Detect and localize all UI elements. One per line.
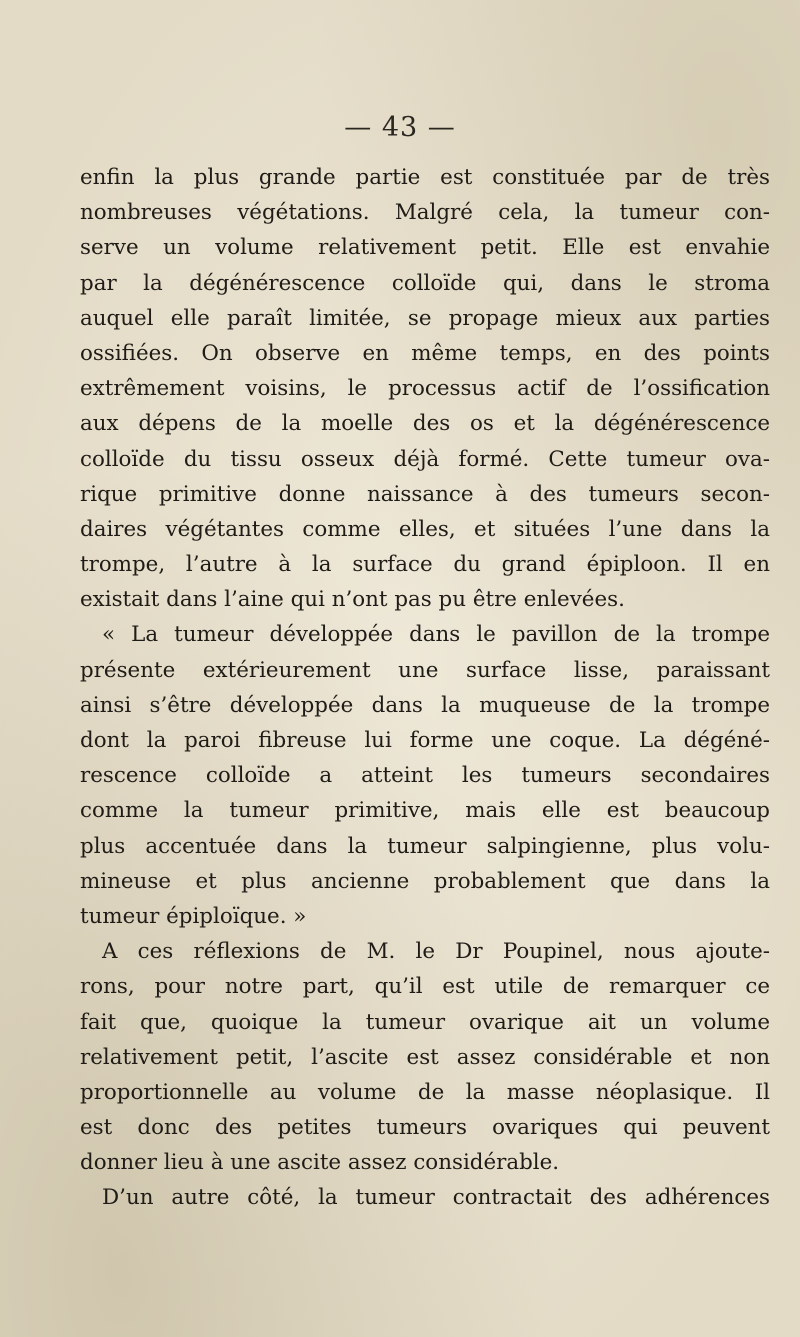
- page-number: — 43 —: [344, 112, 456, 143]
- text-line: extrêmement voisins, le processus actif de l’ossification: [80, 376, 770, 402]
- text-line: rique primitive donne naissance à des tumeurs secon-: [80, 481, 770, 507]
- text-line: fait que, quoique la tumeur ovarique ait un volume: [80, 1009, 770, 1035]
- text-line: est donc des petites tumeurs ovariques qui peuvent: [80, 1115, 770, 1141]
- text-line: D’un autre côté, la tumeur contractait des adhérences: [102, 1185, 770, 1211]
- text-line: mineuse et plus ancienne probablement que dans la: [80, 868, 770, 894]
- text-line: ossifiées. On observe en même temps, en des points: [80, 340, 770, 366]
- text-line: A ces réflexions de M. le Dr Poupinel, nous ajoute-: [102, 939, 770, 965]
- text-line: comme la tumeur primitive, mais elle est beaucoup: [80, 798, 770, 824]
- text-line: « La tumeur développée dans le pavillon de la trompe: [102, 622, 770, 648]
- text-line: existait dans l’aine qui n’ont pas pu être enlevées.: [80, 587, 625, 613]
- text-line: enfin la plus grande partie est constituée par de très: [80, 165, 770, 190]
- text-line: dont la paroi fibreuse lui forme une coque. La dégéné-: [80, 728, 770, 753]
- text-line: colloïde du tissu osseux déjà formé. Cette tumeur ova-: [80, 446, 770, 472]
- text-line: par la dégénérescence colloïde qui, dans le stroma: [80, 270, 770, 296]
- text-line: auquel elle paraît limitée, se propage mieux aux parties: [80, 305, 770, 331]
- body-text: [80, 160, 770, 1216]
- text-line: présente extérieurement une surface lisse, paraissant: [80, 657, 770, 683]
- text-line: relativement petit, l’ascite est assez considérable et non: [80, 1044, 770, 1070]
- text-line: rons, pour notre part, qu’il est utile de remarquer ce: [80, 974, 770, 1000]
- text-line: ainsi s’être développée dans la muqueuse de la trompe: [80, 692, 770, 718]
- text-line: plus accentuée dans la tumeur salpingienne, plus volu-: [80, 833, 770, 859]
- text-line: tumeur épiploïque. »: [80, 903, 307, 929]
- text-line: nombreuses végétations. Malgré cela, la tumeur con-: [80, 200, 770, 226]
- text-line: daires végétantes comme elles, et situées l’une dans la: [80, 516, 770, 542]
- text-line: trompe, l’autre à la surface du grand épiploon. Il en: [80, 552, 770, 578]
- text-line: serve un volume relativement petit. Elle est envahie: [80, 235, 770, 261]
- text-line: rescence colloïde a atteint les tumeurs secondaires: [80, 763, 770, 789]
- text-line: aux dépens de la moelle des os et la dégénérescence: [80, 411, 770, 437]
- text-line: donner lieu à une ascite assez considérable.: [80, 1150, 560, 1176]
- text-line: proportionnelle au volume de la masse néoplasique. Il: [80, 1079, 770, 1105]
